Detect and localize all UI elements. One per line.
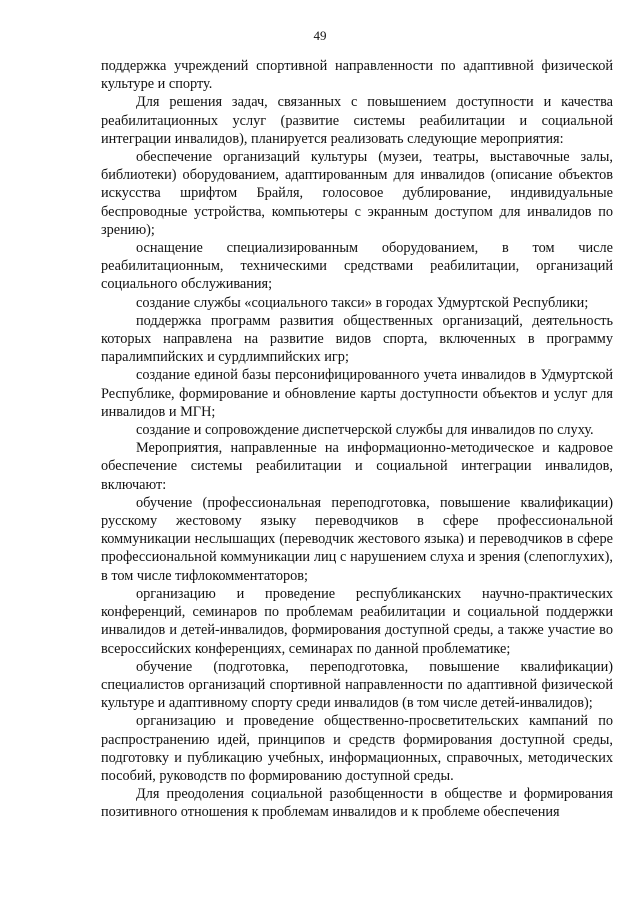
paragraph: оснащение специализированным оборудованием, в том числе реабилитационным, техническими средствами реабилитации, организаций социального обслуживания; — [101, 240, 613, 293]
paragraph: обучение (подготовка, переподготовка, повышение квалификации) специалистов организаций спортивной направленности по адаптивной физической культуре и адаптивному спорту среди инвалидов (в том числе детей-инвалидов); — [101, 658, 613, 712]
paragraph: обеспечение организаций культуры (музеи, театры, выставочные залы, библиотеки) оборудованием, адаптированным для инвалидов (описание объектов искусства шрифтом Брайля, голосовое дублирование, индивидуальные беспроводные устройства, компьютеры с экранным доступом для инвалидов по зрению); — [101, 149, 613, 238]
paragraph: поддержка программ развития общественных организаций, деятельность которых направлена на развитие видов спорта, включенных в программу паралимпийских и сурдлимпийских игр; — [101, 312, 613, 366]
paragraph: создание единой базы персонифицированного учета инвалидов в Удмуртской Республике, формирование и обновление карты доступности объектов и услуг для инвалидов и МГН; — [101, 367, 613, 420]
paragraph: создание и сопровождение диспетчерской службы для инвалидов по слуху. — [136, 422, 594, 439]
paragraph: организацию и проведение республиканских научно-практических конференций, семинаров по проблемам реабилитации и социальной поддержки инвалидов и детей-инвалидов, формирования доступной среды, а также участие во всероссийских конференциях, семинарах по данной проблематике; — [101, 585, 613, 657]
paragraph: создание службы «социального такси» в городах Удмуртской Республики; — [136, 294, 589, 311]
paragraph: Мероприятия, направленные на информационно-методическое и кадровое обеспечение системы реабилитации и социальной интеграции инвалидов, включают: — [101, 440, 613, 493]
document-body — [101, 57, 613, 822]
paragraph: организацию и проведение общественно-просветительских кампаний по распространению идей, принципов и средств формирования доступной среды, подготовку и публикацию учебных, информационных, справочных, методических пособий, руководств по формированию доступной среды. — [101, 713, 613, 784]
paragraph: Для решения задач, связанных с повышением доступности и качества реабилитационных услуг (развитие системы реабилитации и социальной интеграции инвалидов), планируется реализовать следующие мероприятия: — [101, 94, 613, 147]
paragraph: обучение (профессиональная переподготовка, повышение квалификации) русскому жестовому языку переводчиков в сфере профессиональной коммуникации неслышащих (переводчик жестового языка) и переводчиков в сфере профессиональной коммуникации лиц с нарушением слуха и зрения (слепоглухих), в том числе тифлокомментаторов; — [101, 494, 613, 584]
paragraph: Для преодоления социальной разобщенности в обществе и формирования позитивного отношения к проблемам инвалидов и к проблеме обеспечения — [101, 786, 613, 821]
page-number: 49 — [313, 28, 327, 43]
paragraph: поддержка учреждений спортивной направленности по адаптивной физической культуре и спорту. — [101, 58, 613, 93]
